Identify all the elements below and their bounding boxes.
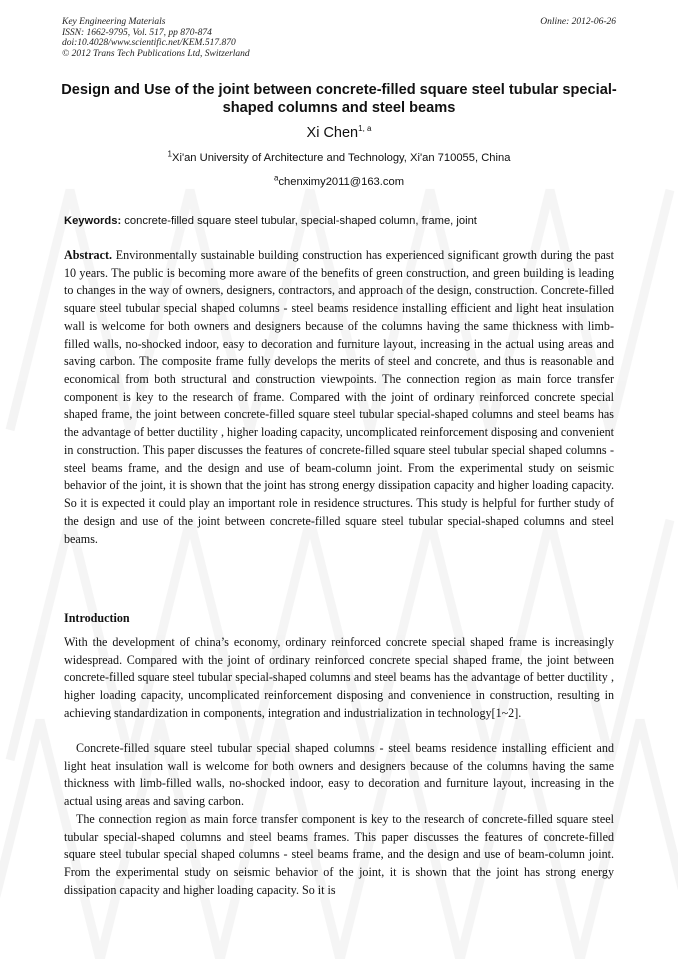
doi-link[interactable]: doi:10.4028/www.scientific.net/KEM.517.870 — [62, 38, 236, 48]
email-address[interactable]: chenximy2011@163.com — [278, 176, 405, 188]
author-line — [0, 124, 678, 142]
introduction-heading: Introduction — [64, 611, 130, 625]
intro-paragraph: The connection region as main force transfer component is key to the research of concrete-filled square steel tubular special-shaped columns and steel beams frames. This paper discusses the features of concrete-filled square steel tubular special shaped columns - steel beams frame, and the design and use of beam-column joint. From the experimental study on seismic behavior of the joint, it is shown that the joint has strong energy dissipation capacity and higher loading capacity. So it is — [64, 812, 614, 897]
keywords — [64, 214, 624, 228]
journal-header — [62, 17, 616, 59]
intro-paragraph: Concrete-filled square steel tubular special shaped columns - steel beams residence installing efficient and light heat insulation wall is welcome for both owners and designers because of the columns having the same thickness with limb-filled walls, no-shocked indoor, easy to decoration and furniture layout, increasing in the actual using areas and saving carbon. — [64, 741, 614, 809]
author-name: Xi Chen — [306, 125, 359, 141]
author-superscript: 1, a — [358, 124, 372, 134]
intro-paragraph: With the development of china’s economy, ordinary reinforced concrete special shaped frame is increasingly widespread. Compared with the joint of ordinary reinforced concrete special shaped frame, the joint between concrete-filled square steel tubular special-shaped columns and steel beams has the advantage of better ductility , higher loading capacity, uncomplicated reinforcement disposing and convenience in construction, resulting in achieving standardization in components, integration and industrialization in technology[1~2]. — [64, 635, 614, 720]
affiliation-text: Xi'an University of Architecture and Technology, Xi'an 710055, China — [172, 152, 511, 164]
keywords-label: Keywords: — [64, 215, 122, 227]
email-line — [0, 175, 678, 189]
keywords-text: concrete-filled square steel tubular, special-shaped column, frame, joint — [121, 215, 477, 227]
email-superscript: a — [273, 173, 279, 183]
online-date: Online: 2012-06-26 — [540, 17, 616, 27]
affiliation-line — [0, 151, 678, 165]
abstract-paragraph — [64, 247, 614, 548]
abstract-text: Environmentally sustainable building construction has experienced significant growth during the past 10 years. The public is becoming more aware of the benefits of green construction, and green building is leading to changes in the way of owners, designers, contractors, and approach of the design, construction. Concrete-filled square steel tubular special shaped columns - steel beams residence installing efficient and light heat insulation wall is welcome for both owners and designers because of the columns having the same thickness with limb-filled walls, no-shocked indoor, easy to decoration and furniture layout, increasing in the actual using areas and saving carbon. The composite frame fully develops the merits of steel and concrete, and thus is reasonable and economical from both structural and construction viewpoints. The connection region as main force transfer component is key to the research of frame. Compared with the joint of ordinary reinforced concrete special shaped frame, the joint between concrete-filled square steel tubular special-shaped columns and steel beams has the advantage of better ductility , higher loading capacity, uncomplicated reinforcement disposing and convenient in construction. This paper discusses the features of concrete-filled square steel tubular special shaped columns - steel beams frame, and the design and use of beam-column joint. From the experimental study on seismic behavior of the joint, it is shown that the joint has strong energy dissipation capacity and higher loading capacity. So it is expected it could play an important role in residence structures. This study is helpful for further study of the design and use of the joint between concrete-filled square steel tubular special-shaped columns and steel beams. — [64, 248, 614, 546]
copyright-line: © 2012 Trans Tech Publications Ltd, Switzerland — [62, 48, 250, 59]
issn-line: ISSN: 1662-9795, Vol. 517, pp 870-874 — [62, 27, 212, 38]
paper-title: Design and Use of the joint between concrete-filled square steel tubular special-shaped columns and steel beams — [61, 82, 617, 116]
journal-name: Key Engineering Materials — [62, 17, 166, 27]
abstract-label: Abstract. — [64, 248, 113, 262]
affiliation-superscript: 1 — [167, 149, 172, 159]
